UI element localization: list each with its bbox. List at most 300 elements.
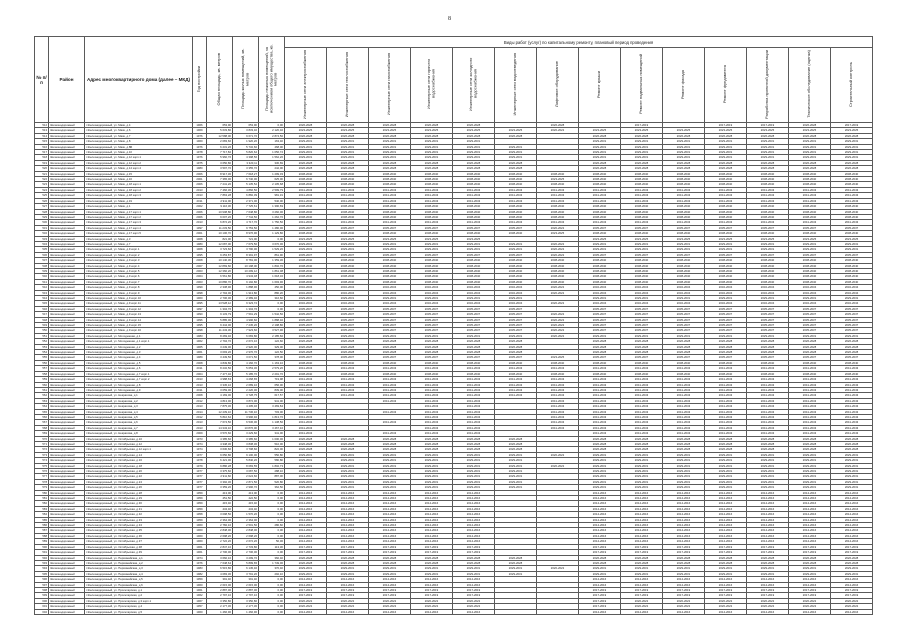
cell-work-period: 2029-2031 (327, 296, 369, 301)
cell-work-period: 2014-2016 (831, 496, 873, 501)
cell-work-period: 2038-2040 (327, 263, 369, 268)
cell-no: 579 (35, 485, 49, 490)
cell-total-area: 9 116,30 (207, 204, 233, 209)
cell-total-area: 3 098,50 (207, 512, 233, 517)
cell-address: г.Железнодорожный, ул. Маяк, д.9 корп.12 (85, 306, 193, 311)
cell-total-area: 9 650,80 (207, 452, 233, 457)
cell-work-period: 2023-2025 (705, 236, 747, 241)
cell-work-period: 2029-2031 (285, 150, 327, 155)
cell-work-period: 2020-2022 (537, 247, 579, 252)
cell-work-period: 2038-2040 (621, 258, 663, 263)
cell-work-period: 2026-2028 (831, 555, 873, 560)
cell-total-area: 4 988,63 (207, 377, 233, 382)
cell-work-period: 2029-2031 (579, 474, 621, 479)
cell-work-period: 2041-2043 (537, 198, 579, 203)
cell-year-built: 1974 (193, 447, 207, 452)
cell-address: г.Железнодорожный, ул. Октябрьская, д.31 (85, 506, 193, 511)
cell-nonresidential-area: 370,40 (259, 566, 285, 571)
cell-work-period: 2041-2043 (663, 198, 705, 203)
cell-work-period: 2029-2031 (495, 333, 537, 338)
cell-work-period: 2014-2016 (453, 523, 495, 528)
cell-year-built: 1966 (193, 123, 207, 128)
cell-district: Железнодорожный (49, 582, 85, 587)
cell-work-period: 2029-2031 (411, 479, 453, 484)
cell-no: 528 (35, 209, 49, 214)
cell-nonresidential-area: 3 670,00 (259, 241, 285, 246)
cell-district: Железнодорожный (49, 247, 85, 252)
cell-total-area: 821,00 (207, 236, 233, 241)
cell-work-period: 2035-2037 (831, 306, 873, 311)
cell-residential-area: 1 466,90 (233, 609, 259, 614)
cell-work-period: 2032-2034 (327, 301, 369, 306)
cell-work-period: 2026-2028 (453, 447, 495, 452)
cell-work-period: 2035-2037 (369, 323, 411, 328)
cell-district: Железнодорожный (49, 571, 85, 576)
cell-work-period: 2035-2037 (621, 312, 663, 317)
cell-district: Железнодорожный (49, 355, 85, 360)
cell-residential-area: 422,50 (233, 496, 259, 501)
cell-nonresidential-area: 0,00 (259, 517, 285, 522)
cell-work-period: 2026-2028 (369, 160, 411, 165)
cell-work-period: 2038-2040 (411, 360, 453, 365)
cell-work-period: 2029-2031 (831, 144, 873, 149)
cell-work-period: 2026-2028 (663, 350, 705, 355)
cell-total-area: 391,40 (207, 577, 233, 582)
cell-work-period: 2041-2043 (453, 393, 495, 398)
cell-work-period: 2029-2031 (621, 155, 663, 160)
cell-work-period: 2029-2031 (831, 139, 873, 144)
cell-work-period: 2041-2043 (579, 366, 621, 371)
cell-nonresidential-area: 861,90 (259, 252, 285, 257)
cell-total-area: 9 253,87 (207, 252, 233, 257)
cell-work-period: 2041-2043 (537, 414, 579, 419)
cell-nonresidential-area: 2 185,60 (259, 333, 285, 338)
cell-total-area: 2 706,00 (207, 550, 233, 555)
cell-work-period: 2035-2037 (747, 252, 789, 257)
cell-work-period: 2029-2031 (327, 452, 369, 457)
cell-nonresidential-area: 1 299,03 (259, 171, 285, 176)
cell-work-period: 2032-2034 (747, 290, 789, 295)
cell-work-period: 2038-2040 (789, 171, 831, 176)
cell-district: Железнодорожный (49, 323, 85, 328)
cell-work-period: 2029-2031 (411, 150, 453, 155)
cell-work-period: 2020-2022 (621, 598, 663, 603)
cell-work-period: 2014-2016 (789, 506, 831, 511)
cell-work-period: 2035-2037 (663, 328, 705, 333)
cell-work-period: 2029-2031 (453, 452, 495, 457)
cell-work-period: 2029-2031 (831, 452, 873, 457)
cell-work-period: 2029-2031 (495, 463, 537, 468)
cell-year-built: 1960 (193, 582, 207, 587)
cell-work-period: 2014-2016 (747, 533, 789, 538)
cell-address: г.Железнодорожный, ул. Молодежная, д.1 (85, 333, 193, 338)
cell-work-period: 2017-2019 (453, 544, 495, 549)
cell-year-built: 1959 (193, 501, 207, 506)
cell-work-period: 2038-2040 (579, 258, 621, 263)
cell-year-built: 2008 (193, 393, 207, 398)
cell-work-period: 2029-2031 (369, 479, 411, 484)
cell-total-area: 11 443,30 (207, 328, 233, 333)
cell-residential-area: 8 781,00 (233, 258, 259, 263)
cell-work-period: 2014-2016 (411, 517, 453, 522)
cell-nonresidential-area: 941,00 (259, 398, 285, 403)
cell-work-period: 2014-2016 (453, 506, 495, 511)
cell-total-area: 2 698,20 (207, 533, 233, 538)
cell-year-built: 2003 (193, 279, 207, 284)
cell-nonresidential-area: 360,40 (259, 555, 285, 560)
cell-residential-area: 413,00 (233, 490, 259, 495)
cell-address: г.Железнодорожный, ул. Октябрьская, д.10 (85, 436, 193, 441)
cell-work-period: 2026-2028 (453, 344, 495, 349)
cell-work-period: 2041-2043 (621, 193, 663, 198)
cell-work-period: 2014-2016 (747, 506, 789, 511)
cell-address: г.Железнодорожный, ул. Первомайская, д.4 (85, 571, 193, 576)
cell-work-period: 2014-2016 (285, 506, 327, 511)
cell-work-period: 2029-2031 (369, 452, 411, 457)
cell-work-period: 2029-2031 (369, 296, 411, 301)
cell-work-period: 2014-2016 (831, 609, 873, 614)
cell-work-period: 2029-2031 (411, 485, 453, 490)
cell-work-period: 2038-2040 (579, 231, 621, 236)
cell-nonresidential-area: 0,00 (259, 533, 285, 538)
cell-work-period: 2038-2040 (789, 204, 831, 209)
cell-address: г.Железнодорожный, ул. Октябрьская, д.38 (85, 544, 193, 549)
cell-work-period: 2014-2016 (453, 517, 495, 522)
cell-address: г.Железнодорожный, ул. Октябрьская, д.36 (85, 533, 193, 538)
cell-work-period: 2014-2016 (579, 539, 621, 544)
cell-work-period: 2038-2040 (285, 209, 327, 214)
cell-year-built: 1982 (193, 571, 207, 576)
cell-work-period: 2035-2037 (663, 323, 705, 328)
cell-district: Железнодорожный (49, 285, 85, 290)
cell-work-period: 2041-2043 (747, 431, 789, 436)
cell-no: 546 (35, 306, 49, 311)
cell-work-period: 2041-2043 (579, 404, 621, 409)
cell-total-area: 13 528,12 (207, 301, 233, 306)
cell-residential-area: 2 887,00 (233, 587, 259, 592)
cell-no: 569 (35, 431, 49, 436)
cell-work-period: 2038-2040 (663, 258, 705, 263)
cell-work-period: 2026-2028 (411, 436, 453, 441)
cell-work-period: 2038-2040 (579, 279, 621, 284)
cell-work-period: 2041-2043 (747, 377, 789, 382)
cell-work-period: 2038-2040 (285, 263, 327, 268)
cell-work-period: 2017-2019 (369, 593, 411, 598)
cell-work-period: 2041-2043 (285, 377, 327, 382)
cell-work-period: 2029-2031 (285, 296, 327, 301)
cell-work-period: 2041-2043 (537, 377, 579, 382)
cell-residential-area: 9 671,70 (233, 133, 259, 138)
header-work-10: Ремонт фасада (663, 48, 705, 123)
cell-total-area: 3 059,00 (207, 387, 233, 392)
cell-total-area: 8 269,40 (207, 333, 233, 338)
cell-work-period: 2041-2043 (495, 382, 537, 387)
cell-address: г.Железнодорожный, ул. Маяк, д.9 корп.9 (85, 290, 193, 295)
cell-district: Железнодорожный (49, 431, 85, 436)
cell-district: Железнодорожный (49, 339, 85, 344)
cell-work-period: 2026-2028 (495, 441, 537, 446)
cell-no: 552 (35, 339, 49, 344)
header-work-12: Разработка проектной документации (747, 48, 789, 123)
cell-work-period: 2017-2019 (285, 544, 327, 549)
cell-no: 588 (35, 533, 49, 538)
cell-work-period: 2014-2016 (579, 577, 621, 582)
cell-work-period: 2035-2037 (747, 323, 789, 328)
cell-work-period: 2026-2028 (495, 350, 537, 355)
cell-no: 518 (35, 155, 49, 160)
cell-work-period: 2014-2016 (621, 523, 663, 528)
cell-work-period: 2026-2028 (411, 344, 453, 349)
cell-work-period: 2014-2016 (663, 582, 705, 587)
cell-district: Железнодорожный (49, 409, 85, 414)
cell-work-period: 2026-2028 (453, 339, 495, 344)
cell-work-period: 2026-2028 (327, 160, 369, 165)
cell-total-area: 451,50 (207, 496, 233, 501)
cell-district: Железнодорожный (49, 593, 85, 598)
cell-work-period: 2038-2040 (621, 263, 663, 268)
cell-work-period: 2035-2037 (369, 355, 411, 360)
cell-district: Железнодорожный (49, 544, 85, 549)
cell-work-period: 2029-2031 (663, 333, 705, 338)
cell-total-area: 415,40 (207, 501, 233, 506)
cell-work-period: 2029-2031 (663, 566, 705, 571)
cell-work-period: 2017-2019 (663, 544, 705, 549)
cell-work-period: 2014-2016 (327, 496, 369, 501)
cell-work-period: 2014-2016 (327, 512, 369, 517)
cell-work-period: 2026-2028 (579, 133, 621, 138)
cell-work-period: 2029-2031 (327, 463, 369, 468)
cell-work-period: 2041-2043 (663, 393, 705, 398)
cell-work-period: 2035-2037 (411, 306, 453, 311)
cell-year-built: 1973 (193, 436, 207, 441)
cell-work-period: 2035-2037 (747, 328, 789, 333)
cell-no: 578 (35, 479, 49, 484)
cell-year-built: 2003 (193, 268, 207, 273)
cell-address: г.Железнодорожный, ул. Первомайская, д.2 (85, 560, 193, 565)
cell-work-period: 2029-2031 (789, 139, 831, 144)
cell-year-built: 1961 (193, 587, 207, 592)
cell-work-period: 2038-2040 (789, 279, 831, 284)
cell-work-period: 2038-2040 (789, 268, 831, 273)
cell-total-area: 6 231,26 (207, 144, 233, 149)
cell-work-period: 2038-2040 (369, 274, 411, 279)
cell-work-period: 2029-2031 (369, 469, 411, 474)
cell-total-area: 4 813,00 (207, 398, 233, 403)
cell-residential-area: 3 229,60 (233, 431, 259, 436)
cell-work-period: 2038-2040 (663, 231, 705, 236)
cell-nonresidential-area: 1 749,00 (259, 560, 285, 565)
cell-work-period: 2041-2043 (453, 377, 495, 382)
cell-no: 591 (35, 550, 49, 555)
cell-work-period: 2023-2025 (705, 128, 747, 133)
cell-work-period: 2014-2016 (579, 533, 621, 538)
cell-work-period: 2041-2043 (369, 393, 411, 398)
cell-nonresidential-area: 2 105,68 (259, 182, 285, 187)
cell-year-built: 1960 (193, 609, 207, 614)
cell-work-period: 2017-2019 (453, 587, 495, 592)
cell-work-period: 2029-2031 (327, 474, 369, 479)
cell-work-period: 2041-2043 (411, 193, 453, 198)
cell-work-period: 2041-2043 (663, 404, 705, 409)
cell-work-period: 2038-2040 (411, 371, 453, 376)
cell-work-period: 2026-2028 (663, 441, 705, 446)
cell-work-period: 2038-2040 (621, 231, 663, 236)
cell-work-period: 2026-2028 (285, 560, 327, 565)
cell-work-period: 2017-2019 (663, 593, 705, 598)
cell-no: 547 (35, 312, 49, 317)
cell-total-area: 2 887,00 (207, 587, 233, 592)
cell-work-period: 2038-2040 (831, 171, 873, 176)
cell-address: г.Железнодорожный, ул. Маяк, д.17 корп.4 (85, 225, 193, 230)
cell-work-period: 2029-2031 (747, 463, 789, 468)
cell-work-period: 2041-2043 (327, 393, 369, 398)
header-work-7: Лифтовое оборудование (537, 48, 579, 123)
cell-work-period: 2041-2043 (327, 220, 369, 225)
cell-work-period: 2014-2016 (285, 582, 327, 587)
cell-work-period: 2014-2016 (789, 490, 831, 495)
cell-residential-area: 3 087,50 (233, 469, 259, 474)
cell-work-period: 2041-2043 (789, 220, 831, 225)
cell-work-period: 2020-2022 (537, 241, 579, 246)
cell-work-period: 2041-2043 (285, 425, 327, 430)
cell-work-period: 2014-2016 (411, 496, 453, 501)
cell-no: 544 (35, 296, 49, 301)
cell-address: г.Железнодорожный, ул. Маяк, д.9 корп.6 (85, 274, 193, 279)
cell-work-period: 2029-2031 (327, 241, 369, 246)
cell-total-area: 7 365,00 (207, 177, 233, 182)
cell-work-period: 2020-2022 (663, 604, 705, 609)
cell-work-period: 2035-2037 (705, 225, 747, 230)
cell-no: 535 (35, 247, 49, 252)
cell-work-period: 2041-2043 (537, 420, 579, 425)
cell-work-period: 2023-2025 (579, 236, 621, 241)
cell-work-period: 2020-2022 (537, 285, 579, 290)
cell-work-period: 2029-2031 (789, 474, 831, 479)
cell-work-period: 2035-2037 (831, 355, 873, 360)
cell-work-period: 2038-2040 (411, 209, 453, 214)
cell-address: г.Железнодорожный, ул. Маяк, д.9 корп.14 (85, 317, 193, 322)
cell-work-period: 2035-2037 (369, 252, 411, 257)
cell-work-period: 2035-2037 (705, 355, 747, 360)
cell-address: г.Железнодорожный, ул. Молодежная, д.8 (85, 382, 193, 387)
cell-work-period: 2017-2019 (327, 544, 369, 549)
cell-work-period: 2017-2019 (579, 587, 621, 592)
cell-work-period: 2041-2043 (621, 420, 663, 425)
cell-year-built: 2011 (193, 366, 207, 371)
cell-work-period: 2026-2028 (327, 555, 369, 560)
cell-year-built: 2012 (193, 398, 207, 403)
cell-work-period: 2026-2028 (411, 339, 453, 344)
table-row (35, 609, 873, 614)
cell-work-period: 2038-2040 (411, 279, 453, 284)
cell-nonresidential-area: 520,80 (259, 479, 285, 484)
cell-work-period: 2014-2016 (285, 517, 327, 522)
cell-work-period: 2035-2037 (621, 323, 663, 328)
cell-work-period: 2035-2037 (285, 317, 327, 322)
cell-work-period: 2032-2034 (495, 290, 537, 295)
cell-work-period: 2041-2043 (369, 187, 411, 192)
cell-work-period: 2026-2028 (369, 344, 411, 349)
cell-nonresidential-area: 1 000,00 (259, 436, 285, 441)
cell-work-period: 2035-2037 (285, 355, 327, 360)
cell-district: Железнодорожный (49, 268, 85, 273)
cell-district: Железнодорожный (49, 458, 85, 463)
cell-work-period: 2041-2043 (663, 398, 705, 403)
cell-district: Железнодорожный (49, 414, 85, 419)
cell-work-period: 2029-2031 (495, 296, 537, 301)
cell-work-period: 2029-2031 (285, 479, 327, 484)
cell-residential-area: 9 192,80 (233, 279, 259, 284)
cell-total-area: 9 886,28 (207, 463, 233, 468)
cell-work-period: 2029-2031 (411, 566, 453, 571)
cell-work-period: 2029-2031 (621, 571, 663, 576)
cell-work-period: 2041-2043 (411, 414, 453, 419)
cell-work-period: 2041-2043 (621, 414, 663, 419)
cell-work-period: 2014-2016 (369, 609, 411, 614)
cell-work-period: 2023-2025 (327, 236, 369, 241)
cell-work-period: 2017-2019 (369, 544, 411, 549)
cell-total-area: 4 385,60 (207, 436, 233, 441)
cell-no: 596 (35, 577, 49, 582)
cell-work-period: 2035-2037 (495, 225, 537, 230)
cell-work-period: 2029-2031 (705, 479, 747, 484)
cell-work-period: 2029-2031 (453, 247, 495, 252)
cell-work-period: 2026-2028 (285, 447, 327, 452)
cell-district: Железнодорожный (49, 598, 85, 603)
cell-work-period: 2014-2016 (663, 512, 705, 517)
cell-work-period: 2026-2028 (621, 555, 663, 560)
cell-no: 558 (35, 371, 49, 376)
cell-nonresidential-area: 2 120,40 (259, 128, 285, 133)
cell-year-built: 1978 (193, 150, 207, 155)
cell-work-period: 2026-2028 (411, 447, 453, 452)
cell-work-period: 2026-2028 (453, 560, 495, 565)
cell-nonresidential-area: 0,00 (259, 306, 285, 311)
cell-residential-area: 2 698,20 (233, 533, 259, 538)
cell-work-period: 2038-2040 (285, 258, 327, 263)
cell-nonresidential-area: 0,00 (259, 593, 285, 598)
cell-work-period: 2038-2040 (663, 177, 705, 182)
cell-district: Железнодорожный (49, 474, 85, 479)
cell-work-period: 2041-2043 (789, 404, 831, 409)
cell-work-period: 2029-2031 (579, 155, 621, 160)
cell-work-period: 2038-2040 (453, 231, 495, 236)
cell-work-period: 2029-2031 (495, 144, 537, 149)
cell-residential-area: 2 871,50 (233, 479, 259, 484)
cell-work-period: 2029-2031 (789, 458, 831, 463)
cell-work-period: 2029-2031 (285, 463, 327, 468)
cell-residential-area: 10 876,00 (233, 425, 259, 430)
cell-work-period: 2041-2043 (747, 220, 789, 225)
cell-year-built: 1960 (193, 296, 207, 301)
cell-work-period: 2023-2025 (789, 236, 831, 241)
cell-work-period: 2014-2016 (411, 577, 453, 582)
cell-work-period: 2038-2040 (285, 171, 327, 176)
cell-work-period: 2029-2031 (369, 247, 411, 252)
cell-work-period: 2026-2028 (369, 560, 411, 565)
cell-work-period: 2014-2016 (789, 517, 831, 522)
cell-work-period: 2041-2043 (747, 187, 789, 192)
cell-total-area: 9 444,00 (207, 323, 233, 328)
cell-address: г.Железнодорожный, ул. Октябрьская, д.14 (85, 452, 193, 457)
cell-work-period: 2041-2043 (537, 220, 579, 225)
cell-work-period: 2041-2043 (747, 414, 789, 419)
cell-total-area: 6 421,00 (207, 458, 233, 463)
cell-district: Железнодорожный (49, 609, 85, 614)
cell-work-period: 2038-2040 (747, 258, 789, 263)
cell-work-period: 2038-2040 (789, 214, 831, 219)
cell-work-period: 2020-2022 (537, 128, 579, 133)
